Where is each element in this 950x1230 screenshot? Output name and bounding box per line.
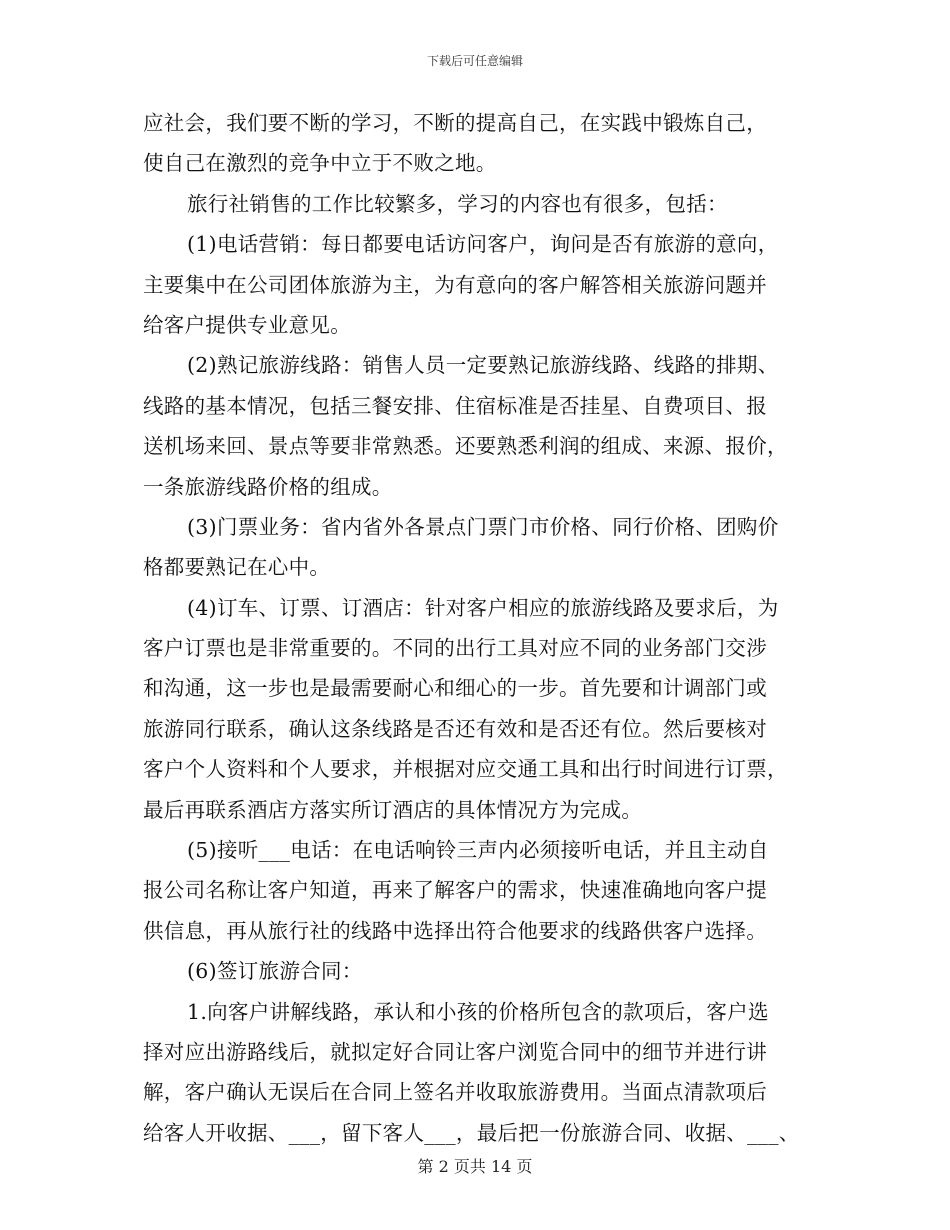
page-footer: 第 2 页共 14 页 (417, 1157, 533, 1176)
text-line: 报公司名称让客户知道，再来了解客户的需求，快速准确地向客户提 (143, 878, 767, 903)
text-line: 客户个人资料和个人要求，并根据对应交通工具和出行时间进行订票， (143, 757, 788, 782)
text-line: 客户订票也是非常重要的。不同的出行工具对应不同的业务部门交涉 (143, 636, 767, 661)
text-line: 格都要熟记在心中。 (143, 555, 331, 580)
text-line: (2)熟记旅游线路：销售人员一定要熟记旅游线路、线路的排期、 (187, 353, 779, 378)
page-header: 下载后可任意编辑 (426, 54, 523, 68)
text-line: (3)门票业务：省内省外各景点门票门市价格、同行价格、团购价 (187, 514, 779, 539)
text-line: 供信息，再从旅行社的线路中选择出符合他要求的线路供客户选择。 (143, 918, 767, 943)
text-line: 送机场来回、景点等要非常熟悉。还要熟悉利润的组成、来源、报价， (143, 434, 788, 459)
text-line: (5)接听___电话：在电话响铃三声内必须接听电话，并且主动自 (187, 838, 769, 863)
text-line: (1)电话营销：每日都要电话访问客户，询问是否有旅游的意向， (187, 232, 779, 257)
text-line: 最后再联系酒店方落实所订酒店的具体情况方为完成。 (143, 797, 643, 822)
text-line: (6)签订旅游合同： (187, 959, 363, 984)
text-line: 使自己在激烈的竞争中立于不败之地。 (143, 151, 497, 176)
text-line: 旅行社销售的工作比较繁多，学习的内容也有很多，包括： (187, 191, 728, 216)
text-line: 一条旅游线路价格的组成。 (143, 474, 393, 499)
text-line: 和沟通，这一步也是最需要耐心和细心的一步。首先要和计调部门或 (143, 676, 767, 701)
text-line: 线路的基本情况，包括三餐安排、住宿标准是否挂星、自费项目、报 (143, 393, 767, 418)
text-line: 给客户提供专业意见。 (143, 312, 351, 337)
text-line: 主要集中在公司团体旅游为主，为有意向的客户解答相关旅游问题并 (143, 272, 767, 297)
document-body (143, 103, 833, 1153)
text-line: 1.向客户讲解线路，承认和小孩的价格所包含的款项后，客户选 (187, 999, 769, 1024)
text-line: 解，客户确认无误后在合同上签名并收取旅游费用。当面点清款项后 (143, 1080, 767, 1105)
text-line: 旅游同行联系，确认这条线路是否还有效和是否还有位。然后要核对 (143, 716, 767, 741)
text-line: 给客人开收据、___，留下客人___，最后把一份旅游合同、收据、___、 (143, 1120, 800, 1145)
text-line: 择对应出游路线后，就拟定好合同让客户浏览合同中的细节并进行讲 (143, 1039, 767, 1064)
text-line: (4)订车、订票、订酒店：针对客户相应的旅游线路及要求后，为 (187, 595, 779, 620)
text-line: 应社会，我们要不断的学习，不断的提高自己，在实践中锻炼自己， (143, 111, 767, 135)
